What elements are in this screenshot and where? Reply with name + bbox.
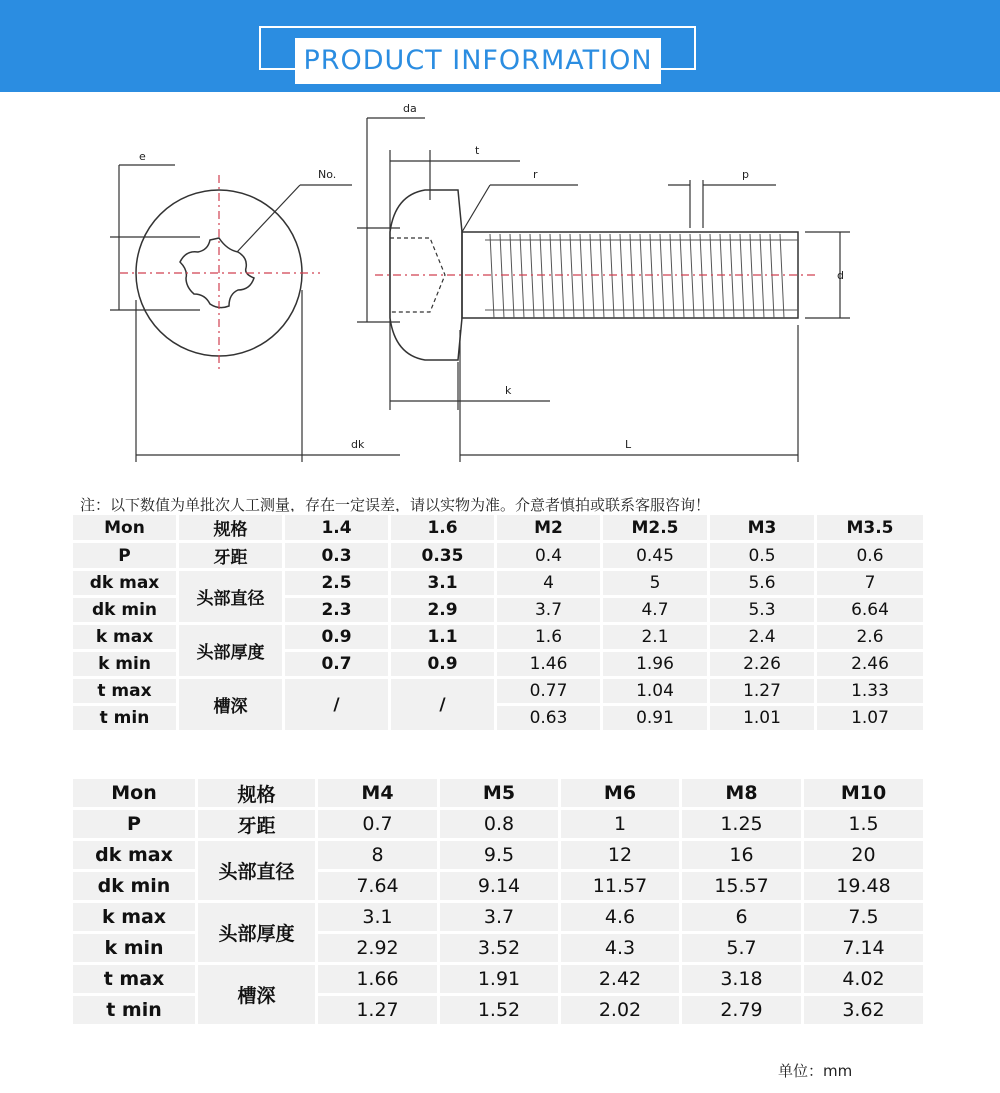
param-cell: dk min (72, 871, 197, 902)
value-cell: 2.79 (681, 995, 803, 1026)
value-cell: 1.07 (816, 705, 925, 732)
value-cell: 2.92 (317, 933, 439, 964)
value-cell: 2.1 (602, 624, 709, 651)
page-title: PRODUCT INFORMATION (295, 38, 661, 84)
header-cell: M3 (709, 514, 816, 542)
value-cell: 9.5 (439, 840, 560, 871)
param-cell: dk max (72, 840, 197, 871)
value-cell: 16 (681, 840, 803, 871)
group-cell: 头部直径 (178, 570, 284, 624)
value-cell: 2.6 (816, 624, 925, 651)
label-p: p (742, 168, 749, 181)
table-header-row (72, 778, 925, 809)
table-row (72, 964, 925, 995)
header-cell: M2 (496, 514, 602, 542)
value-cell: 3.7 (496, 597, 602, 624)
value-cell: 7.5 (803, 902, 925, 933)
value-cell: 1.1 (390, 624, 496, 651)
value-cell: 19.48 (803, 871, 925, 902)
value-cell: 1 (560, 809, 681, 840)
value-cell: 12 (560, 840, 681, 871)
value-cell: 1.25 (681, 809, 803, 840)
header-cell: 规格 (178, 514, 284, 542)
value-cell: 2.42 (560, 964, 681, 995)
group-cell: 牙距 (178, 542, 284, 570)
value-cell: 4 (496, 570, 602, 597)
value-cell: 3.18 (681, 964, 803, 995)
value-cell: 5 (602, 570, 709, 597)
value-cell: 0.45 (602, 542, 709, 570)
value-cell: 0.63 (496, 705, 602, 732)
value-cell: 0.91 (602, 705, 709, 732)
value-cell: 3.7 (439, 902, 560, 933)
value-cell: 1.52 (439, 995, 560, 1026)
value-cell: 0.35 (390, 542, 496, 570)
value-cell: 4.02 (803, 964, 925, 995)
table-row (72, 840, 925, 871)
label-da: da (403, 102, 417, 115)
group-cell: 头部直径 (197, 840, 317, 902)
value-cell: 2.5 (284, 570, 390, 597)
table-row (72, 902, 925, 933)
param-cell: k min (72, 651, 178, 678)
value-cell: 2.9 (390, 597, 496, 624)
value-cell: 6 (681, 902, 803, 933)
value-cell: 1.27 (317, 995, 439, 1026)
value-cell: 2.4 (709, 624, 816, 651)
label-k: k (505, 384, 512, 397)
value-cell: 15.57 (681, 871, 803, 902)
value-cell: 1.33 (816, 678, 925, 705)
value-cell: 1.01 (709, 705, 816, 732)
value-cell: 1.46 (496, 651, 602, 678)
label-t: t (475, 144, 480, 157)
header-banner (0, 0, 1000, 92)
value-cell: 0.3 (284, 542, 390, 570)
param-cell: dk max (72, 570, 178, 597)
group-cell: 头部厚度 (197, 902, 317, 964)
value-cell: 0.9 (390, 651, 496, 678)
header-cell: Mon (72, 778, 197, 809)
value-cell: 0.7 (317, 809, 439, 840)
param-cell: t min (72, 995, 197, 1026)
value-cell: 0.6 (816, 542, 925, 570)
value-cell: 0.7 (284, 651, 390, 678)
value-cell: 3.1 (317, 902, 439, 933)
value-cell: 0.5 (709, 542, 816, 570)
value-cell: 1.27 (709, 678, 816, 705)
value-cell: 2.26 (709, 651, 816, 678)
group-cell: 牙距 (197, 809, 317, 840)
header-cell: 1.6 (390, 514, 496, 542)
spec-table-small (70, 512, 926, 733)
value-cell: 0.8 (439, 809, 560, 840)
label-no: No. (318, 168, 337, 181)
spec-table-large (70, 776, 926, 1027)
value-cell: 8 (317, 840, 439, 871)
label-d: d (837, 269, 844, 282)
value-cell: 7.64 (317, 871, 439, 902)
value-cell: 4.7 (602, 597, 709, 624)
value-cell: 5.3 (709, 597, 816, 624)
value-cell: 4.6 (560, 902, 681, 933)
header-cell: Mon (72, 514, 178, 542)
table-header-row (72, 514, 925, 542)
value-cell: 2.02 (560, 995, 681, 1026)
param-cell: t max (72, 964, 197, 995)
unit-label: 单位：mm (778, 1062, 853, 1080)
value-cell: / (390, 678, 496, 732)
param-cell: dk min (72, 597, 178, 624)
value-cell: 1.04 (602, 678, 709, 705)
header-cell: M2.5 (602, 514, 709, 542)
group-cell: 槽深 (178, 678, 284, 732)
group-cell: 槽深 (197, 964, 317, 1026)
header-cell: M8 (681, 778, 803, 809)
value-cell: 0.9 (284, 624, 390, 651)
param-cell: t min (72, 705, 178, 732)
value-cell: 4.3 (560, 933, 681, 964)
param-cell: k min (72, 933, 197, 964)
header-cell: M5 (439, 778, 560, 809)
value-cell: 1.96 (602, 651, 709, 678)
param-cell: P (72, 809, 197, 840)
param-cell: P (72, 542, 178, 570)
value-cell: 9.14 (439, 871, 560, 902)
screw-technical-drawing (0, 92, 1000, 492)
label-L: L (625, 438, 632, 451)
value-cell: 6.64 (816, 597, 925, 624)
value-cell: 3.62 (803, 995, 925, 1026)
value-cell: 0.4 (496, 542, 602, 570)
value-cell: 3.52 (439, 933, 560, 964)
value-cell: 11.57 (560, 871, 681, 902)
value-cell: 3.1 (390, 570, 496, 597)
param-cell: t max (72, 678, 178, 705)
value-cell: 7 (816, 570, 925, 597)
header-cell: M4 (317, 778, 439, 809)
value-cell: 20 (803, 840, 925, 871)
table-row (72, 624, 925, 651)
value-cell: 5.6 (709, 570, 816, 597)
value-cell: 1.5 (803, 809, 925, 840)
header-cell: 1.4 (284, 514, 390, 542)
value-cell: 1.91 (439, 964, 560, 995)
header-cell: M10 (803, 778, 925, 809)
group-cell: 头部厚度 (178, 624, 284, 678)
value-cell: 2.46 (816, 651, 925, 678)
value-cell: 5.7 (681, 933, 803, 964)
header-cell: M6 (560, 778, 681, 809)
table-row (72, 809, 925, 840)
table-row (72, 542, 925, 570)
value-cell: / (284, 678, 390, 732)
label-dk: dk (351, 438, 365, 451)
value-cell: 0.77 (496, 678, 602, 705)
header-cell: M3.5 (816, 514, 925, 542)
table-row (72, 678, 925, 705)
value-cell: 1.6 (496, 624, 602, 651)
table-row (72, 570, 925, 597)
label-r: r (533, 168, 538, 181)
value-cell: 2.3 (284, 597, 390, 624)
header-cell: 规格 (197, 778, 317, 809)
param-cell: k max (72, 624, 178, 651)
value-cell: 7.14 (803, 933, 925, 964)
param-cell: k max (72, 902, 197, 933)
label-e: e (139, 150, 146, 163)
measurement-note: 注：以下数值为单批次人工测量，存在一定误差，请以实物为准。介意者慎拍或联系客服咨询！ (80, 496, 711, 514)
value-cell: 1.66 (317, 964, 439, 995)
